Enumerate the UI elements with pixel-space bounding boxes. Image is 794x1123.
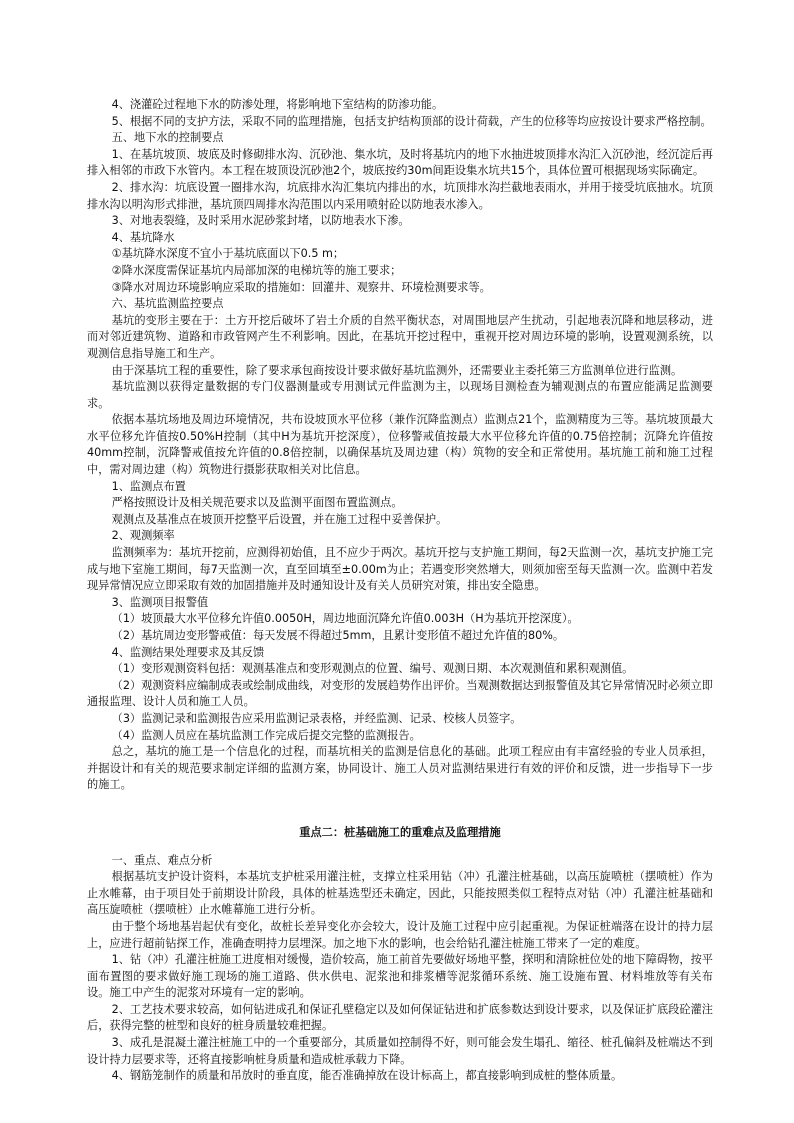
paragraph: 由于深基坑工程的重要性，除了要求承包商按设计要求做好基坑监测外，还需要业主委托第三方监测单位进行监测。 <box>111 363 683 377</box>
list-item: （2）基坑周边变形警戒值：每天发展不得超过5mm，且累计变形值不超过允许值的80%。 <box>111 629 565 642</box>
paragraph: 3、对地表裂缝，及时采用水泥砂浆封堵，以防地表水下渗。 <box>111 214 410 228</box>
paragraph: 5、根据不同的支护方法，采取不同的监理措施，包括支护结构顶部的设计荷载，产生的位移等均应按设计要求严格控制。 <box>111 114 712 128</box>
document-body <box>87 97 713 1085</box>
paragraph: 1、钻（冲）孔灌注桩施工进度相对缓慢，造价较高，施工前首先要做好场地平整，探明和清除桩位处的地下障碍物，按平面布置图的要求做好施工现场的施工道路、供水供电、泥浆池和排浆槽等泥浆循环系统、施工设施布置、材料堆放等有关布设。施工中产生的泥浆对环境有一定的影响。 <box>87 953 713 1000</box>
list-item: （2）观测资料应编制成表或绘制成曲线，对变形的发展趋势作出评价。当观测数据达到报警值及其它异常情况时必须立即通报监理、设计人员和施工人员。 <box>87 678 713 709</box>
subheading: 3、监测项目报警值 <box>111 595 209 609</box>
paragraph: 由于整个场地基岩起伏有变化，故桩长差异变化亦会较大，设计及施工过程中应引起重视。为保证桩端落在设计的持力层上，应进行超前钻探工作，准确查明持力层埋深。加之地下水的影响，也会给钻孔灌注桩施工带来了一定的难度。 <box>87 919 713 950</box>
list-item: （3）监测记录和监测报告应采用监测记录表格，并经监测、记录、校核人员签字。 <box>111 711 522 725</box>
subheading: 1、监测点布置 <box>111 479 186 493</box>
chapter-heading: 重点二：桩基础施工的重难点及监理措施 <box>299 825 501 839</box>
paragraph: 监测频率为：基坑开挖前，应测得初始值，且不应少于两次。基坑开挖与支护施工期间，每2天监测一次，基坑支护施工完成与地下室施工期间，每7天监测一次，直至回填至±0.00m为止；若遇变形突然增大，则须加密至每天监测一次。监测中若发现异常情况应立即采取有效的加固措施并及时通知设计及有关人员研究对策，排出安全隐患。 <box>87 546 713 593</box>
paragraph: 严格按照设计及相关规范要求以及监测平面图布置监测点。 <box>111 496 403 510</box>
list-item: ②降水深度需保证基坑内局部加深的电梯坑等的施工要求； <box>111 263 402 277</box>
list-item: ③降水对周边环境影响应采取的措施如：回灌井、观察井、环境检测要求等。 <box>111 280 491 294</box>
subheading: 4、监测结果处理要求及其反馈 <box>111 645 265 659</box>
list-item: （1）变形观测资料包括：观测基准点和变形观测点的位置、编号、观测日期、本次观测值和累积观测值。 <box>111 662 634 676</box>
list-item: ①基坑降水深度不宜小于基坑底面以下0.5 m； <box>111 247 345 261</box>
list-item: （4）监测人员应在基坑监测工作完成后提交完整的监测报告。 <box>111 728 421 742</box>
section-heading: 一、重点、难点分析 <box>111 853 213 867</box>
paragraph: 观测点及基准点在坡顶开挖整平后设置，并在施工过程中妥善保护。 <box>111 512 448 526</box>
paragraph: 3、成孔是混凝土灌注桩施工中的一个重要部分，其质量如控制得不好，则可能会发生塌孔、缩径、桩孔偏斜及桩端达不到设计持力层要求等，还将直接影响桩身质量和造成桩承载力下降。 <box>87 1036 713 1066</box>
paragraph: 基坑监测以获得定量数据的专门仪器测量或专用测试元件监测为主，以现场目测检查为辅观测点的布置应能满足监测要求。 <box>87 380 713 410</box>
section-heading: 六、基坑监测监控要点 <box>111 297 224 311</box>
paragraph: 根据基坑支护设计资料，本基坑支护桩采用灌注桩，支撑立柱采用钻（冲）孔灌注桩基础，以高压旋喷桩（摆喷桩）作为止水帷幕，由于项目处于前期设计阶段，具体的桩基选型还未确定，因此，只能按照类似工程特点对钻（冲）孔灌注桩基础和高压旋喷桩（摆喷桩）止水帷幕施工进行分析。 <box>87 870 713 917</box>
paragraph: 总之，基坑的施工是一个信息化的过程，而基坑相关的监测是信息化的基础。此项工程应由有丰富经验的专业人员承担，并据设计和有关的规范要求制定详细的监测方案，协同设计、施工人员对监测结果进行有效的评价和反馈，进一步指导下一步的施工。 <box>87 745 713 792</box>
subheading: 2、观测频率 <box>111 529 175 543</box>
paragraph: 1、在基坑坡顶、坡底及时修砌排水沟、沉砂池、集水坑，及时将基坑内的地下水抽进坡顶排水沟汇入沉砂池，经沉淀后再排入相邻的市政下水管内。本工程在坡顶设沉砂池2个，坡底按约30m间距设集水坑共15个，具体位置可根据现场实际确定。 <box>87 147 713 178</box>
paragraph: 依据本基坑场地及周边环境情况，共布设坡顶水平位移（兼作沉降监测点）监测点21个，监测精度为三等。基坑坡顶最大水平位移允许值按0.50%H控制（其中H为基坑开挖深度），位移警戒值按最大水平位移允许值的0.75倍控制；沉降允许值按40mm控制，沉降警戒值按允许值的0.8倍控制，以确保基坑及周边建（构）筑物的安全和正常使用。基坑施工前和施工过程中，需对周边建（构）筑物进行摄影获取相关对比信息。 <box>87 413 713 477</box>
paragraph: 4、基坑降水 <box>111 230 175 244</box>
paragraph: 2、排水沟：坑底设置一圈排水沟，坑底排水沟汇集坑内排出的水，坑顶排水沟拦截地表雨水，并用于接受坑底抽水。坑顶排水沟以明沟形式排泄，基坑顶四周排水沟范围以内采用喷射砼以防地表水渗入。 <box>87 180 713 211</box>
paragraph: 基坑的变形主要在于：土方开挖后破坏了岩土介质的自然平衡状态，对周围地层产生扰动，引起地表沉降和地层移动，进而对邻近建筑物、道路和市政管网产生不利影响。因此，在基坑开挖过程中，重视开挖对周边环境的影响，设置观测系统，以观测信息指导施工和生产。 <box>87 313 713 360</box>
paragraph: 4、浇灌砼过程地下水的防渗处理，将影响地下室结构的防渗功能。 <box>111 98 444 111</box>
paragraph: 2、工艺技术要求较高，如何钻进成孔和保证孔壁稳定以及如何保证钻进和扩底参数达到设计要求，以及保证扩底段砼灌注后，获得完整的桩型和良好的桩身质量较难把握。 <box>87 1002 713 1033</box>
paragraph: 4、钢筋笼制作的质量和吊放时的垂直度，能否准确掉放在设计标高上，都直接影响到成桩的整体质量。 <box>111 1069 623 1083</box>
list-item: （1）坡顶最大水平位移允许值0.0050H，周边地面沉降允许值0.003H（H为基坑开挖深度）。 <box>111 612 579 626</box>
section-heading: 五、地下水的控制要点 <box>111 131 224 145</box>
